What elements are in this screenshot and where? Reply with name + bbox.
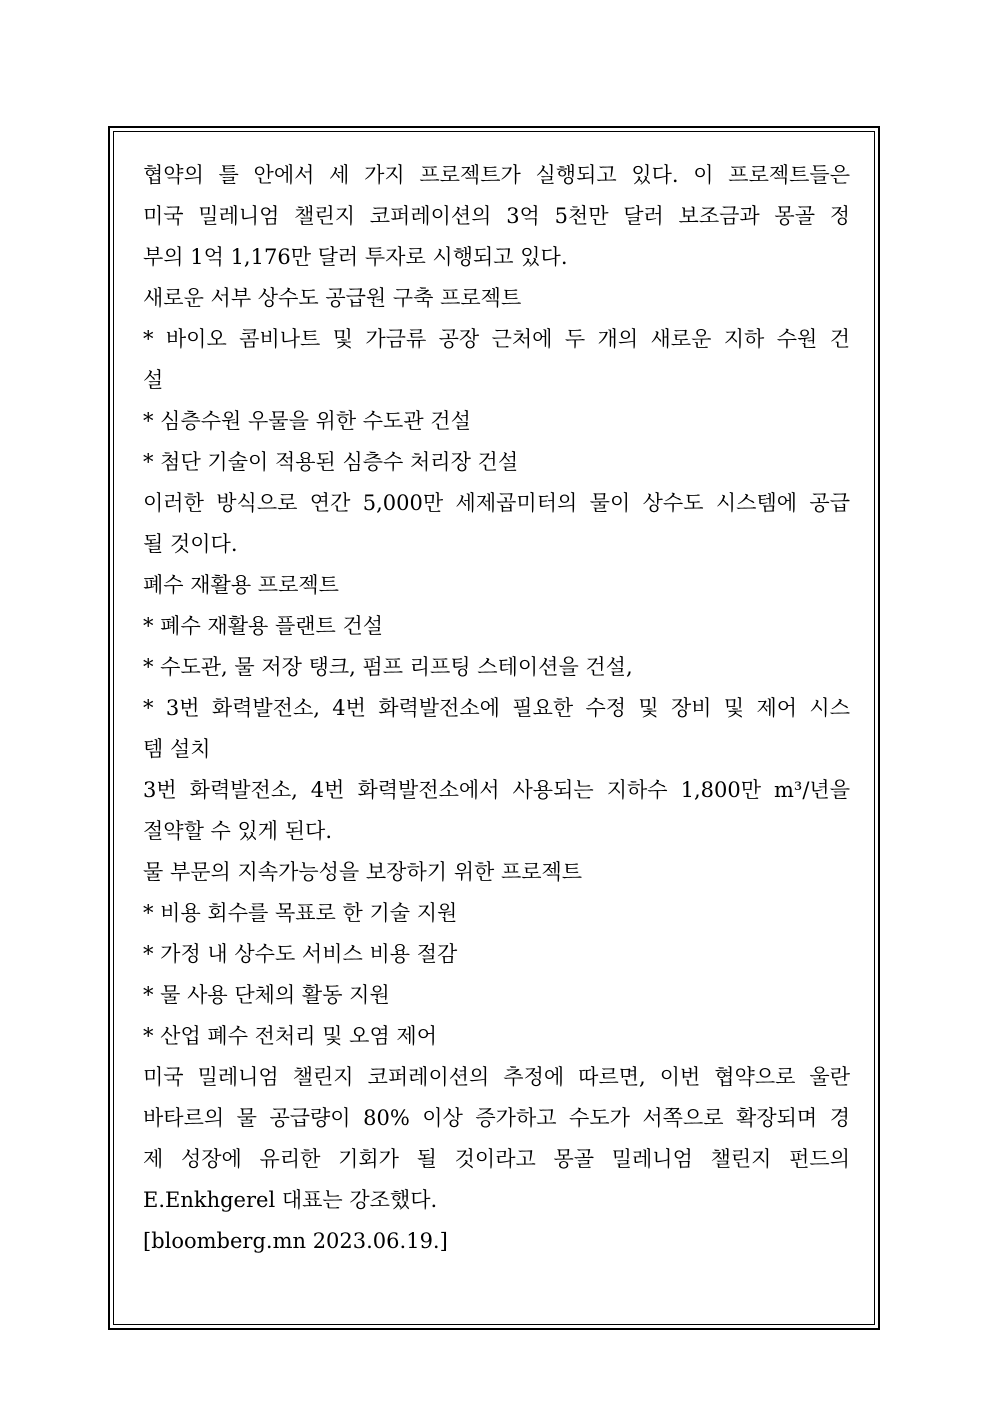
- bullet-item: * 산업 폐수 전처리 및 오염 제어: [143, 1024, 437, 1048]
- bullet-item: * 수도관, 물 저장 탱크, 펌프 리프팅 스테이션을 건설,: [143, 655, 633, 679]
- bullet-item: * 비용 회수를 목표로 한 기술 지원: [143, 901, 458, 925]
- text-line: E.Enkhgerel 대표는 강조했다.: [143, 1188, 438, 1212]
- document-body: [143, 155, 850, 1262]
- bullet-item: * 폐수 재활용 플랜트 건설: [143, 614, 384, 638]
- section-heading: 폐수 재활용 프로젝트: [143, 573, 339, 597]
- bullet-item: * 심층수원 우물을 위한 수도관 건설: [143, 409, 471, 433]
- bullet-item: * 바이오 콤비나트 및 가금류 공장 근처에 두 개의 새로운 지하 수원 건: [143, 327, 850, 351]
- text-line: 이러한 방식으로 연간 5,000만 세제곱미터의 물이 상수도 시스템에 공급: [143, 491, 850, 515]
- text-line: 될 것이다.: [143, 532, 238, 556]
- text-line: 절약할 수 있게 된다.: [143, 819, 332, 843]
- bullet-item: * 가정 내 상수도 서비스 비용 절감: [143, 942, 458, 966]
- bullet-item-continuation: 설: [143, 368, 164, 392]
- text-line: 미국 밀레니엄 챌린지 코퍼레이션의 3억 5천만 달러 보조금과 몽골 정: [143, 204, 850, 228]
- bullet-item-continuation: 템 설치: [143, 737, 211, 761]
- text-line: 제 성장에 유리한 기회가 될 것이라고 몽골 밀레니엄 챌린지 펀드의: [143, 1147, 850, 1171]
- bullet-item: * 물 사용 단체의 활동 지원: [143, 983, 390, 1007]
- text-line: 부의 1억 1,176만 달러 투자로 시행되고 있다.: [143, 245, 568, 269]
- source-citation: [bloomberg.mn 2023.06.19.]: [143, 1229, 448, 1253]
- bullet-item: * 첨단 기술이 적용된 심층수 처리장 건설: [143, 450, 519, 474]
- section-heading: 물 부문의 지속가능성을 보장하기 위한 프로젝트: [143, 860, 583, 884]
- text-line: 협약의 틀 안에서 세 가지 프로젝트가 실행되고 있다. 이 프로젝트들은: [143, 163, 850, 187]
- section-heading: 새로운 서부 상수도 공급원 구축 프로젝트: [143, 286, 522, 310]
- text-line: 바타르의 물 공급량이 80% 이상 증가하고 수도가 서쪽으로 확장되며 경: [143, 1106, 850, 1130]
- text-line: 3번 화력발전소, 4번 화력발전소에서 사용되는 지하수 1,800만 m³/년을: [143, 778, 850, 802]
- text-line: 미국 밀레니엄 챌린지 코퍼레이션의 추정에 따르면, 이번 협약으로 울란: [143, 1065, 850, 1089]
- bullet-item: * 3번 화력발전소, 4번 화력발전소에 필요한 수정 및 장비 및 제어 시스: [143, 696, 850, 720]
